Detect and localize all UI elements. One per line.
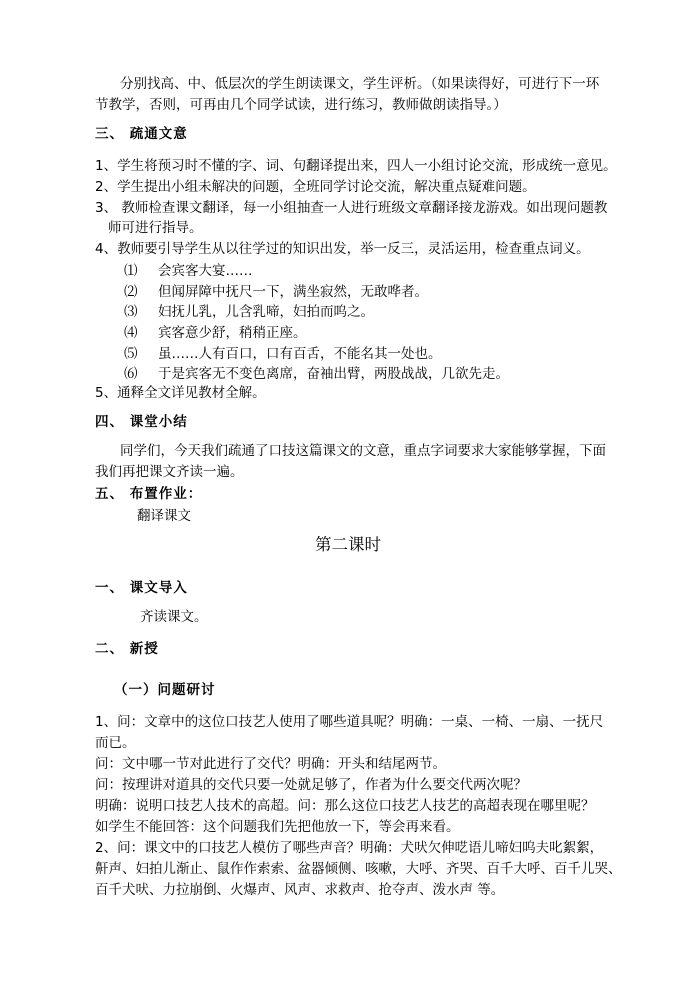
list-item: 5、通释全文详见教材全解。: [95, 385, 266, 401]
section-heading-4: 四、 课堂小结: [95, 414, 188, 430]
intro-line-2: 节教学，否则，可再由几个同学试读，进行练习，教师做朗读指导。）: [95, 97, 507, 113]
section-heading-5: 五、 布置作业：: [95, 486, 203, 502]
sub-item-number: ⑴: [124, 263, 138, 279]
sub-item-text: 虽……人有百口，口有百舌，不能名其一处也。: [158, 346, 442, 362]
lesson-section-heading-1: 一、 课文导入: [95, 580, 188, 596]
sub-item-text: 于是宾客无不变色离席，奋袖出臂，两股战战，几欲先走。: [158, 366, 509, 382]
section-heading-3: 三、 疏通文意: [95, 126, 188, 142]
sub-item-number: ⑹: [124, 366, 138, 382]
discussion-line: 问：文中哪一节对此进行了交代？明确：开头和结尾两节。: [95, 756, 446, 772]
discussion-line: 1、问：文章中的这位口技艺人使用了哪些道具呢？明确：一桌、一椅、一扇、一抚尺: [95, 714, 604, 730]
sub-item-number: ⑷: [124, 325, 138, 341]
discussion-line: 百千犬吠、力拉崩倒、火爆声、风声、求救声、抢夺声、泼水声 等。: [95, 882, 505, 898]
summary-line-1: 同学们，今天我们疏通了口技这篇课文的文意，重点字词要求大家能够掌握，下面: [120, 443, 606, 459]
intro-line-1: 分别找高、中、低层次的学生朗读课文，学生评析。（如果读得好，可进行下一环: [120, 76, 600, 92]
discussion-line: 问：按理讲对道具的交代只要一处就足够了，作者为什么要交代两次呢？: [95, 777, 527, 793]
sub-item-number: ⑶: [124, 304, 138, 320]
discussion-line: 如学生不能回答：这个问题我们先把他放一下，等会再来看。: [95, 819, 460, 835]
list-item: 2、学生提出小组未解决的问题，全班同学讨论交流，解决重点疑难问题。: [95, 179, 536, 195]
sub-item-text: 妇抚儿乳，儿含乳啼，妇拍而呜之。: [158, 304, 374, 320]
discussion-line: 2、问：课文中的口技艺人模仿了哪些声音？明确：犬吠欠伸呓语儿啼妇呜夫叱絮絮，: [95, 840, 604, 856]
sub-item-text: 会宾客大宴……: [158, 263, 253, 279]
discussion-line: 明确：说明口技艺人技术的高超。问：那么这位口技艺人技艺的高超表现在哪里呢？: [95, 798, 595, 814]
list-item-continuation: 师可进行指导。: [108, 220, 203, 236]
lesson-section-content: 齐读课文。: [140, 609, 208, 625]
sub-item-text: 宾客意少舒，稍稍正座。: [158, 325, 307, 341]
list-item: 4、教师要引导学生从以往学过的知识出发，举一反三，灵活运用，检查重点词义。: [95, 241, 590, 257]
list-item: 3、 教师检查课文翻译，每一小组抽查一人进行班级文章翻译接龙游戏。如出现问题教: [95, 200, 608, 216]
lesson-section-heading-2: 二、 新授: [95, 641, 159, 657]
homework-text: 翻译课文: [137, 508, 191, 524]
summary-line-2: 我们再把课文齐读一遍。: [95, 464, 244, 480]
sub-item-number: ⑵: [124, 284, 138, 300]
discussion-line: 而已。: [95, 735, 136, 751]
list-item: 1、学生将预习时不懂的字、词、句翻译提出来，四人一小组讨论交流，形成统一意见。: [95, 158, 617, 174]
discussion-line: 鼾声、妇拍儿渐止、鼠作作索索、盆器倾侧、咳嗽，大呼、齐哭、百千大呼、百千儿哭、: [95, 861, 622, 877]
sub-item-text: 但闻屏障中抚尺一下，满坐寂然，无敢哗者。: [158, 284, 428, 300]
sub-item-number: ⑸: [124, 346, 138, 362]
lesson-title: 第二课时: [315, 535, 381, 554]
sub-heading: （一）问题研讨: [114, 682, 216, 698]
